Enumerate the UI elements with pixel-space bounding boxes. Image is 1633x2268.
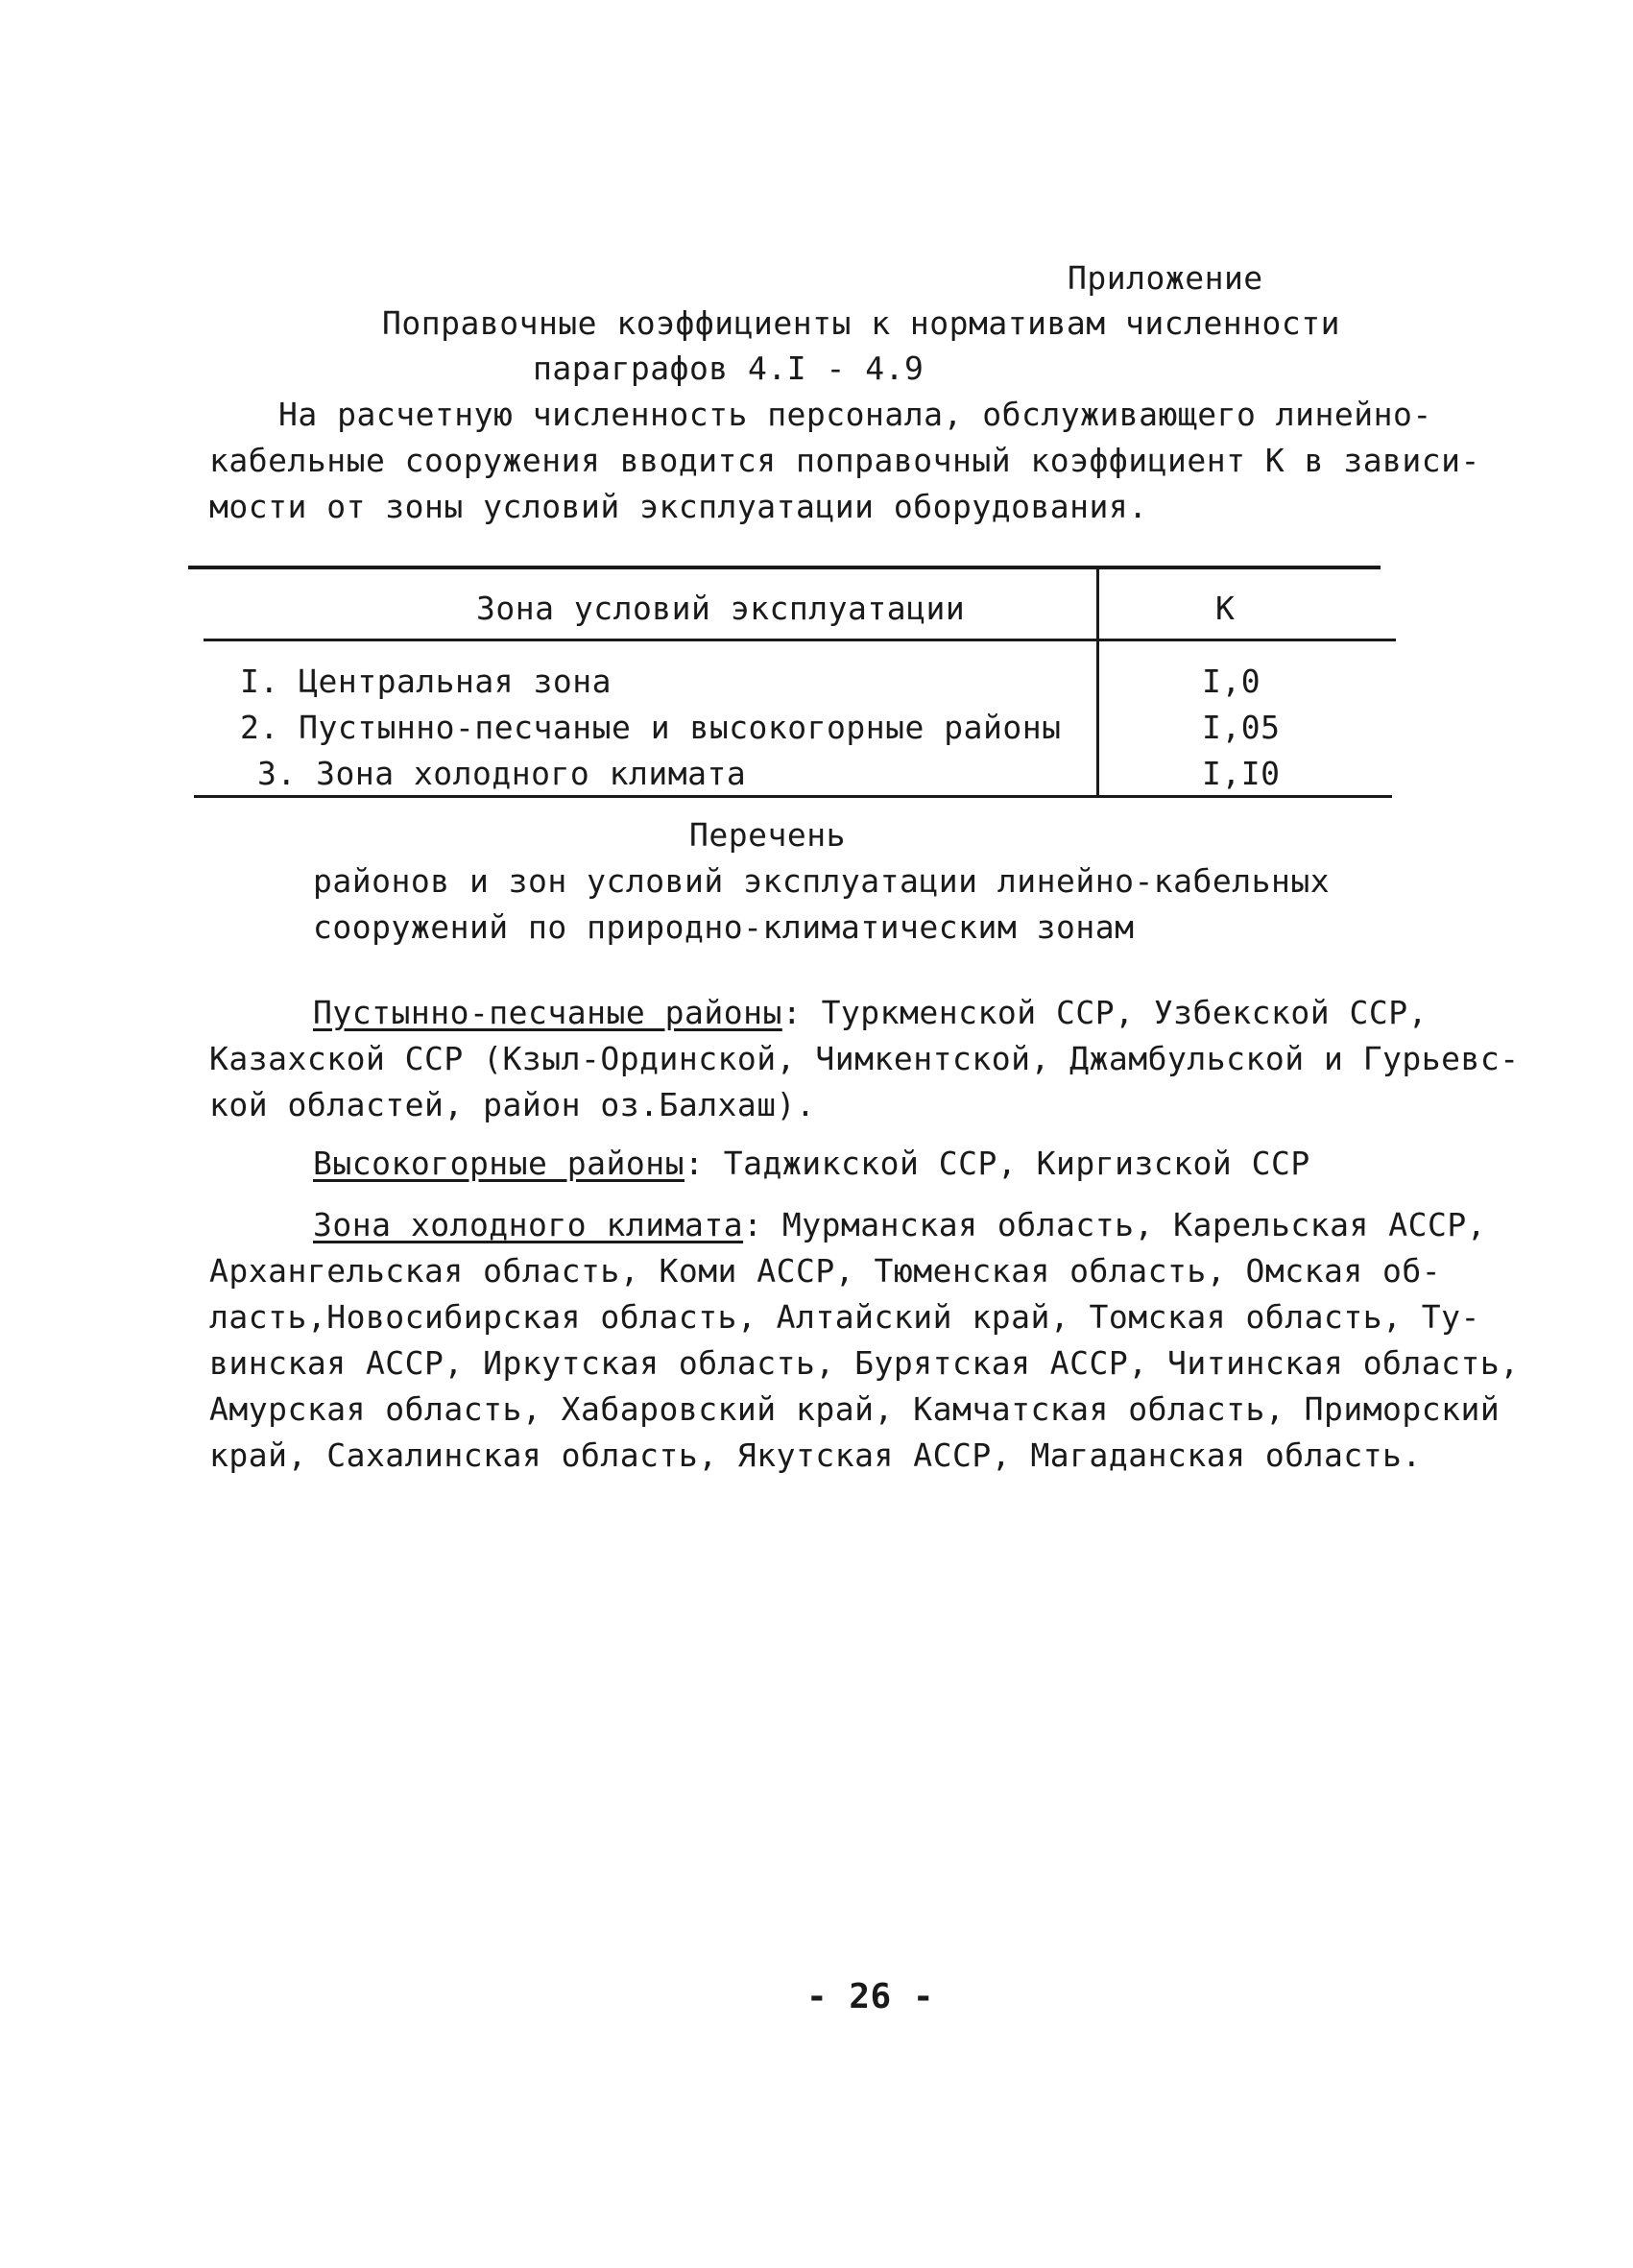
cold-line: Архангельская область, Коми АССР, Тюменская область, Омская об- [209, 1252, 1442, 1290]
title-line-1: Поправочные коэффициенты к нормативам численности [382, 304, 1341, 342]
appendix-label: Приложение [1068, 259, 1263, 297]
desert-line-1 [313, 992, 1428, 1034]
highland-label: Высокогорные районы [313, 1145, 684, 1182]
desert-label: Пустынно-песчаные районы [313, 994, 782, 1031]
table-top-rule [188, 566, 1381, 569]
table-header-rule [204, 639, 1396, 641]
table-column-divider [1096, 567, 1099, 798]
intro-line: кабельные сооружения вводится поправочный коэффициент К в зависи- [209, 442, 1480, 479]
cold-label: Зона холодного климата [313, 1206, 744, 1243]
list-subtitle-1: районов и зон условий эксплуатации линейно-кабельных [313, 862, 1331, 900]
intro-line: мости от зоны условий эксплуатации оборудования. [209, 488, 1148, 525]
table-row-zone: 3. Зона холодного климата [257, 755, 747, 792]
table-row-k: I,I0 [1202, 755, 1281, 792]
table-row-zone: 2. Пустынно-песчаные и высокогорные районы [240, 709, 1062, 746]
table-header-k: К [1215, 590, 1236, 627]
cold-line: ласть,Новосибирская область, Алтайский край, Томская область, Ту- [209, 1298, 1480, 1336]
list-title: Перечень [689, 816, 846, 854]
page-number: - 26 - [806, 1977, 935, 2016]
cold-line: Амурская область, Хабаровский край, Камчатская область, Приморский [209, 1390, 1501, 1428]
table-row-zone: I. Центральная зона [240, 663, 612, 700]
table-header-zone: Зона условий эксплуатации [476, 590, 966, 627]
desert-line-3: кой областей, район оз.Балхаш). [209, 1086, 816, 1123]
table-row-k: I,05 [1202, 709, 1281, 746]
cold-line-1 [313, 1204, 1486, 1246]
cold-line-1-rest: : Мурманская область, Карельская АССР, [743, 1206, 1487, 1243]
highland-regions-line [313, 1143, 1310, 1185]
desert-line-2: Казахской ССР (Кзыл-Ординской, Чимкентской, Джамбульской и Гурьевс- [209, 1040, 1520, 1077]
cold-line: край, Сахалинская область, Якутская АССР, Магаданская область. [209, 1436, 1422, 1474]
list-subtitle-2: сооружений по природно-климатическим зонам [313, 908, 1135, 946]
cold-line: винская АССР, Иркутская область, Бурятская АССР, Читинская область, [209, 1344, 1520, 1382]
intro-line: На расчетную численность персонала, обслуживающего линейно- [278, 396, 1432, 433]
table-row-k: I,0 [1202, 663, 1261, 700]
highland-rest: : Таджикской ССР, Киргизской ССР [684, 1145, 1310, 1182]
table-bottom-rule [194, 795, 1392, 798]
title-line-2: параграфов 4.I - 4.9 [533, 350, 925, 387]
desert-line-1-rest: : Туркменской ССР, Узбекской ССР, [781, 994, 1428, 1031]
